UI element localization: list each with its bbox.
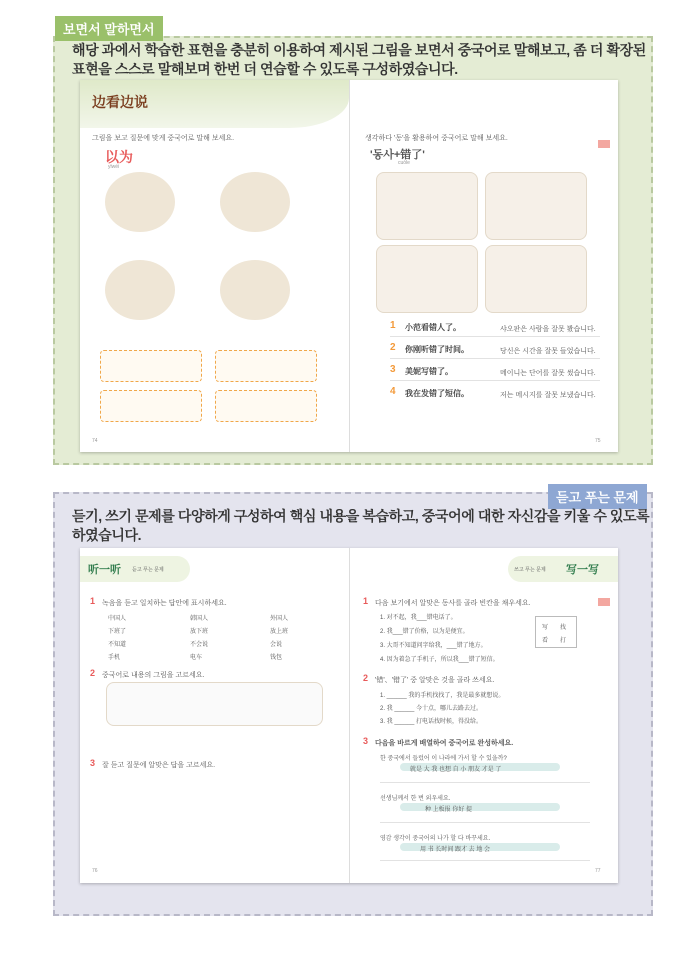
right-banner-title: 写一写 xyxy=(566,564,599,576)
right-banner-sub: 쓰고 푸는 문제 xyxy=(514,567,546,573)
page-number-left: 76 xyxy=(92,868,98,874)
answer-line[interactable] xyxy=(380,822,590,823)
page-tab-marker xyxy=(598,140,610,148)
sentence-zh: 你刚听错了时间。 xyxy=(405,345,469,354)
page-number-left: 74 xyxy=(92,438,98,444)
sentence-ko: 메이니는 단어를 잘못 썼습니다. xyxy=(500,370,596,377)
word-box-item: 写 xyxy=(542,625,549,631)
example-box-3 xyxy=(100,390,202,422)
q1-option[interactable]: 不知道 xyxy=(108,642,127,648)
divider xyxy=(390,380,600,381)
q1-option[interactable]: 韩国人 xyxy=(190,616,209,622)
illustration-4 xyxy=(220,260,290,320)
right-q1-line: 4. 因为着急了手机子，所以我___错了短信。 xyxy=(380,657,499,663)
answer-line[interactable] xyxy=(380,782,590,783)
word-box xyxy=(535,616,577,648)
q3-text: 잘 듣고 질문에 알맞은 답을 고르세요. xyxy=(102,762,216,769)
example-box-2 xyxy=(215,350,317,382)
right-q3-prompt: 한 중국에서 들렀어 이 나라에 가서 할 수 있을까? xyxy=(380,756,507,762)
section2-tag: 듣고 푸는 문제 xyxy=(548,484,647,509)
right-q1-line: 1. 对不起，我___错电话了。 xyxy=(380,615,457,621)
illustration-2 xyxy=(220,172,290,232)
q1-option[interactable]: 下班了 xyxy=(108,629,127,635)
example-box-4 xyxy=(215,390,317,422)
q1-option[interactable]: 放上班 xyxy=(270,629,289,635)
sentence-ko: 저는 메시지를 잘못 보냈습니다. xyxy=(500,392,596,399)
sentence-zh: 小范看错人了。 xyxy=(405,323,461,332)
section2-description: 듣기, 쓰기 문제를 다양하게 구성하여 핵심 내용을 복습하고, 중국어에 대한 자신감을 키울 수 있도록 하였습니다. xyxy=(72,508,650,543)
page-number-right: 75 xyxy=(595,438,601,444)
divider xyxy=(390,336,600,337)
page-number-right: 77 xyxy=(595,868,601,874)
section1-banner xyxy=(80,80,349,128)
section1-description: 해당 과에서 학습한 표현을 충분히 이용하여 제시된 그림을 보면서 중국어로 말해보고, 좀 더 확장된 표현을 스스로 말해보며 한번 더 연습할 수 있도록 구성하였습니다. xyxy=(72,42,646,77)
right-keyword: '동사+错了' xyxy=(370,149,425,161)
q1-option[interactable]: 放下班 xyxy=(190,629,209,635)
right-q2-number: 2 xyxy=(363,673,369,683)
q1-option[interactable]: 手机 xyxy=(108,655,121,661)
scene-1 xyxy=(376,172,478,240)
illustration-3 xyxy=(105,260,175,320)
right-q3-words: 就是 大 我 也想 自 小 朋友 才是 了 xyxy=(410,767,502,773)
right-q3-words: 用 书 长时间 跟才 去 地 会 xyxy=(420,847,491,853)
scene-3 xyxy=(376,245,478,313)
right-q3-prompt: 선생님께서 한 번 외우세요. xyxy=(380,796,451,802)
sentence-num: 3 xyxy=(390,364,396,375)
sentence-num: 1 xyxy=(390,320,396,331)
sentence-num: 2 xyxy=(390,342,396,353)
divider xyxy=(390,358,600,359)
scene-2 xyxy=(485,172,587,240)
page-tab-marker xyxy=(598,598,610,606)
right-q1-text: 다음 보기에서 알맞은 동사를 골라 빈칸을 채우세요. xyxy=(375,600,531,607)
section1-book-spread xyxy=(80,80,618,452)
sentence-zh: 美妮写错了。 xyxy=(405,367,453,376)
sentence-num: 4 xyxy=(390,386,396,397)
right-q1-number: 1 xyxy=(363,596,369,606)
answer-line[interactable] xyxy=(380,860,590,861)
book-spine xyxy=(349,548,350,883)
q1-number: 1 xyxy=(90,596,96,606)
right-q2-line: 1. ______ 我的手机找找了，我是最多就想说。 xyxy=(380,693,505,699)
example-box-1 xyxy=(100,350,202,382)
q1-option[interactable]: 电车 xyxy=(190,655,203,661)
word-box-item: 看 xyxy=(542,638,549,644)
section2-book-spread xyxy=(80,548,618,883)
right-q2-text: '错'、'错了' 중 알맞은 것을 골라 쓰세요. xyxy=(375,677,495,684)
banner-title: 边看边说 xyxy=(92,94,148,110)
left-banner-sub: 듣고 푸는 문제 xyxy=(132,567,164,573)
right-q1-line: 3. 大哥不知道问字给我，___错了地方。 xyxy=(380,643,487,649)
q1-option[interactable]: 不会说 xyxy=(190,642,209,648)
q2-text: 중국어로 내용의 그림을 고르세요. xyxy=(102,672,205,679)
q1-option[interactable]: 会说 xyxy=(270,642,283,648)
sentence-ko: 당신은 시간을 잘못 들었습니다. xyxy=(500,348,596,355)
q1-option[interactable]: 中国人 xyxy=(108,616,127,622)
keyword-pinyin: yǐwéi xyxy=(108,164,120,170)
sentence-ko: 샤오판은 사람을 잘못 봤습니다. xyxy=(500,326,596,333)
right-q1-line: 2. 我___错了价格，以为是便宜。 xyxy=(380,629,469,635)
left-banner xyxy=(80,556,190,582)
keyword: 以为 xyxy=(105,149,133,165)
right-q3-words: 种 上板报 你好 提 xyxy=(425,807,473,813)
right-q2-line: 3. 我 ______ 打电话找时候，得没给。 xyxy=(380,719,483,725)
word-bank-bar xyxy=(400,803,560,811)
scene-4 xyxy=(485,245,587,313)
right-banner xyxy=(508,556,618,582)
q1-option[interactable]: 钱包 xyxy=(270,655,283,661)
right-q3-number: 3 xyxy=(363,736,369,746)
book-spine xyxy=(349,80,350,452)
left-banner-title: 听一听 xyxy=(88,564,121,576)
left-header: 그림을 보고 질문에 맞게 중국어로 말해 보세요. xyxy=(92,135,235,142)
right-keyword-pinyin: cuòle xyxy=(398,160,410,166)
q1-text: 녹음을 듣고 일치하는 답안에 표시하세요. xyxy=(102,600,227,607)
q2-image-strip xyxy=(106,682,323,726)
section1-tag: 보면서 말하면서 xyxy=(55,16,163,41)
right-q3-prompt: 영감 생각이 중국어의 나가 할 다 바꾸세요. xyxy=(380,836,491,842)
q3-number: 3 xyxy=(90,758,96,768)
sentence-zh: 我在发错了短信。 xyxy=(405,389,469,398)
right-q3-text: 다음을 바르게 배열하여 중국어로 완성하세요. xyxy=(375,740,514,747)
word-box-item: 找 xyxy=(560,625,567,631)
q1-option[interactable]: 外国人 xyxy=(270,616,289,622)
illustration-1 xyxy=(105,172,175,232)
word-box-item: 打 xyxy=(560,638,567,644)
q2-number: 2 xyxy=(90,668,96,678)
right-header: 생각하다 '동'을 활용하여 중국어로 말해 보세요. xyxy=(365,135,508,142)
right-q2-line: 2. 我 ______ 今十点，哪儿去路去过。 xyxy=(380,706,483,712)
